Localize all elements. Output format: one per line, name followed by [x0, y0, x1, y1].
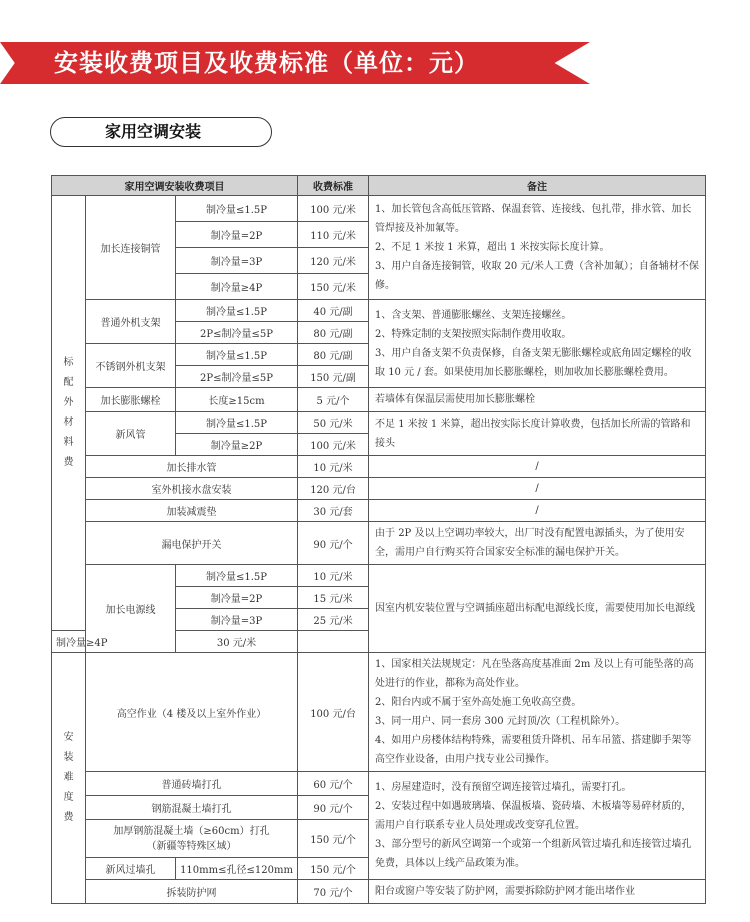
spec-cell: 制冷量≤1.5P — [176, 412, 298, 434]
spec-cell: 制冷量≥2P — [176, 434, 298, 456]
price-cell: 120 元/台 — [298, 478, 369, 500]
price-cell: 100 元/米 — [298, 196, 369, 222]
price-cell: 40 元/副 — [298, 300, 369, 322]
price-cell: 60 元/个 — [298, 772, 369, 796]
table-row — [52, 196, 706, 222]
row-label: 高空作业（4 楼及以上室外作业） — [86, 653, 298, 772]
row-label: 室外机接水盘安装 — [86, 478, 298, 500]
price-cell: 50 元/米 — [298, 412, 369, 434]
table-row — [52, 412, 706, 434]
price-cell: 150 元/个 — [298, 820, 369, 858]
price-cell: 100 元/米 — [298, 434, 369, 456]
table-row — [52, 565, 706, 587]
header-price: 收费标准 — [298, 176, 369, 196]
price-cell: 10 元/米 — [298, 456, 369, 478]
table-row — [52, 653, 706, 772]
price-cell: 100 元/台 — [298, 653, 369, 772]
spec-cell: 制冷量≥4P — [52, 631, 86, 653]
row-label: 加长排水管 — [86, 456, 298, 478]
row-label: 拆装防护网 — [86, 880, 298, 904]
note-fresh: 不足 1 米按 1 米算，超出按实际长度计算收费，包括加长所需的管路和接头 — [369, 412, 706, 456]
note-cell: / — [369, 456, 706, 478]
spec-cell: 制冷量=3P — [176, 248, 298, 274]
price-cell: 80 元/副 — [298, 344, 369, 366]
note-leak: 由于 2P 及以上空调功率较大，出厂时没有配置电源插头，为了使用安全，需用户自行购买符合国家安全标准的漏电保护开关。 — [369, 522, 706, 565]
note-guard: 阳台或窗户等安装了防护网，需要拆除防护网才能出堵作业 — [369, 880, 706, 904]
spec-cell: 制冷量=2P — [176, 222, 298, 248]
price-cell: 30 元/套 — [298, 500, 369, 522]
price-cell: 150 元/副 — [298, 366, 369, 388]
fee-table — [51, 175, 706, 904]
price-cell: 70 元/个 — [298, 880, 369, 904]
row-label: 普通砖墙打孔 — [86, 772, 298, 796]
spec-cell: 2P≤制冷量≤5P — [176, 322, 298, 344]
spec-cell: 长度≥15cm — [176, 388, 298, 412]
table-row — [52, 880, 706, 904]
price-cell: 120 元/米 — [298, 248, 369, 274]
spec-cell: 制冷量≤1.5P — [176, 196, 298, 222]
page-title: 安装收费项目及收费标准（单位：元） — [54, 49, 479, 77]
price-cell: 110 元/米 — [298, 222, 369, 248]
row-label: 加厚钢筋混凝土墙（≥60cm）打孔 （新疆等特殊区域） — [86, 820, 298, 858]
price-cell: 10 元/米 — [298, 565, 369, 587]
spec-cell: 制冷量=3P — [176, 609, 298, 631]
row-label: 不锈钢外机支架 — [86, 344, 176, 388]
note-cell: / — [369, 478, 706, 500]
price-cell: 25 元/米 — [298, 609, 369, 631]
price-cell: 150 元/米 — [298, 274, 369, 300]
table-header-row — [52, 176, 706, 196]
row-label: 加长连接铜管 — [86, 196, 176, 300]
price-cell: 90 元/个 — [298, 796, 369, 820]
spec-cell: 制冷量≤1.5P — [176, 344, 298, 366]
category-difficulty: 安 装 难 度 费 — [52, 653, 86, 904]
section-title: 家用空调安装 — [105, 122, 202, 141]
note-height: 1、国家相关法规规定：凡在坠落高度基准面 2m 及以上有可能坠落的高处进行的作业，都称为高处作业。 2、阳台内或不属于室外高处施工免收高空费。 3、同一用户、同一套房 300 元封顶/次（工程机除外）。 4、如用户房楼体结构特殊，需要租赁升降机、吊车吊篮、搭建脚手架等高空作业设备，由用户找专业公司操作。 — [369, 653, 706, 772]
table-row — [52, 478, 706, 500]
row-label: 加长膨胀螺栓 — [86, 388, 176, 412]
header-note: 备注 — [369, 176, 706, 196]
table-row — [52, 500, 706, 522]
row-label: 新风管 — [86, 412, 176, 456]
table-row — [52, 456, 706, 478]
table-row — [52, 300, 706, 322]
note-bolt: 若墙体有保温层需使用加长膨胀螺栓 — [369, 388, 706, 412]
row-label: 钢筋混凝土墙打孔 — [86, 796, 298, 820]
note-holes: 1、房屋建造时，没有预留空调连接管过墙孔，需要打孔。 2、安装过程中如遇玻璃墙、保温板墙、瓷砖墙、木板墙等易碎材质的，需用户自行联系专业人员处理或改变穿孔位置。 3、部分型号的新风空调第一个或第一个组新风管过墙孔和连接管过墙孔免费，具体以上线产品政策为准。 — [369, 772, 706, 880]
row-label: 新风过墙孔 — [86, 858, 176, 880]
row-label: 普通外机支架 — [86, 300, 176, 344]
row-label: 加长电源线 — [86, 565, 176, 653]
price-cell: 5 元/个 — [298, 388, 369, 412]
price-cell: 150 元/个 — [298, 858, 369, 880]
price-cell: 15 元/米 — [298, 587, 369, 609]
note-cell: / — [369, 500, 706, 522]
header-item: 家用空调安装收费项目 — [52, 176, 298, 196]
price-cell: 90 元/个 — [298, 522, 369, 565]
spec-cell: 制冷量≥4P — [176, 274, 298, 300]
spec-cell: 制冷量≤1.5P — [176, 565, 298, 587]
spec-cell: 制冷量≤1.5P — [176, 300, 298, 322]
table-row — [52, 388, 706, 412]
note-bracket: 1、含支架、普通膨胀螺丝、支架连接螺丝。 2、特殊定制的支架按照实际制作费用收取。 3、用户自备支架不负责保修，自备支架无膨胀螺栓或底角固定螺栓的收取 10 元 / 套。如果使用加长膨胀螺栓，则加收加长膨胀螺栓费用。 — [369, 300, 706, 388]
spec-cell: 制冷量=2P — [176, 587, 298, 609]
spec-cell: 2P≤制冷量≤5P — [176, 366, 298, 388]
note-pipe: 1、加长管包含高低压管路、保温套管、连接线、包扎带，排水管、加长管焊接及补加氟等。 2、不足 1 米按 1 米算，超出 1 米按实际长度计算。 3、用户自备连接铜管，收取 20 元/米人工费（含补加氟）；自备辅材不保修。 — [369, 196, 706, 300]
price-cell: 80 元/副 — [298, 322, 369, 344]
table-row — [52, 522, 706, 565]
category-material: 标 配 外 材 料 费 — [52, 196, 86, 631]
row-label: 加装减震垫 — [86, 500, 298, 522]
note-power: 因室内机安装位置与空调插座超出标配电源线长度，需要使用加长电源线 — [369, 565, 706, 653]
spec-cell: 110mm≤孔径≤120mm — [176, 858, 298, 880]
price-cell: 30 元/米 — [176, 631, 298, 653]
table-row — [52, 772, 706, 796]
row-label: 漏电保护开关 — [86, 522, 298, 565]
